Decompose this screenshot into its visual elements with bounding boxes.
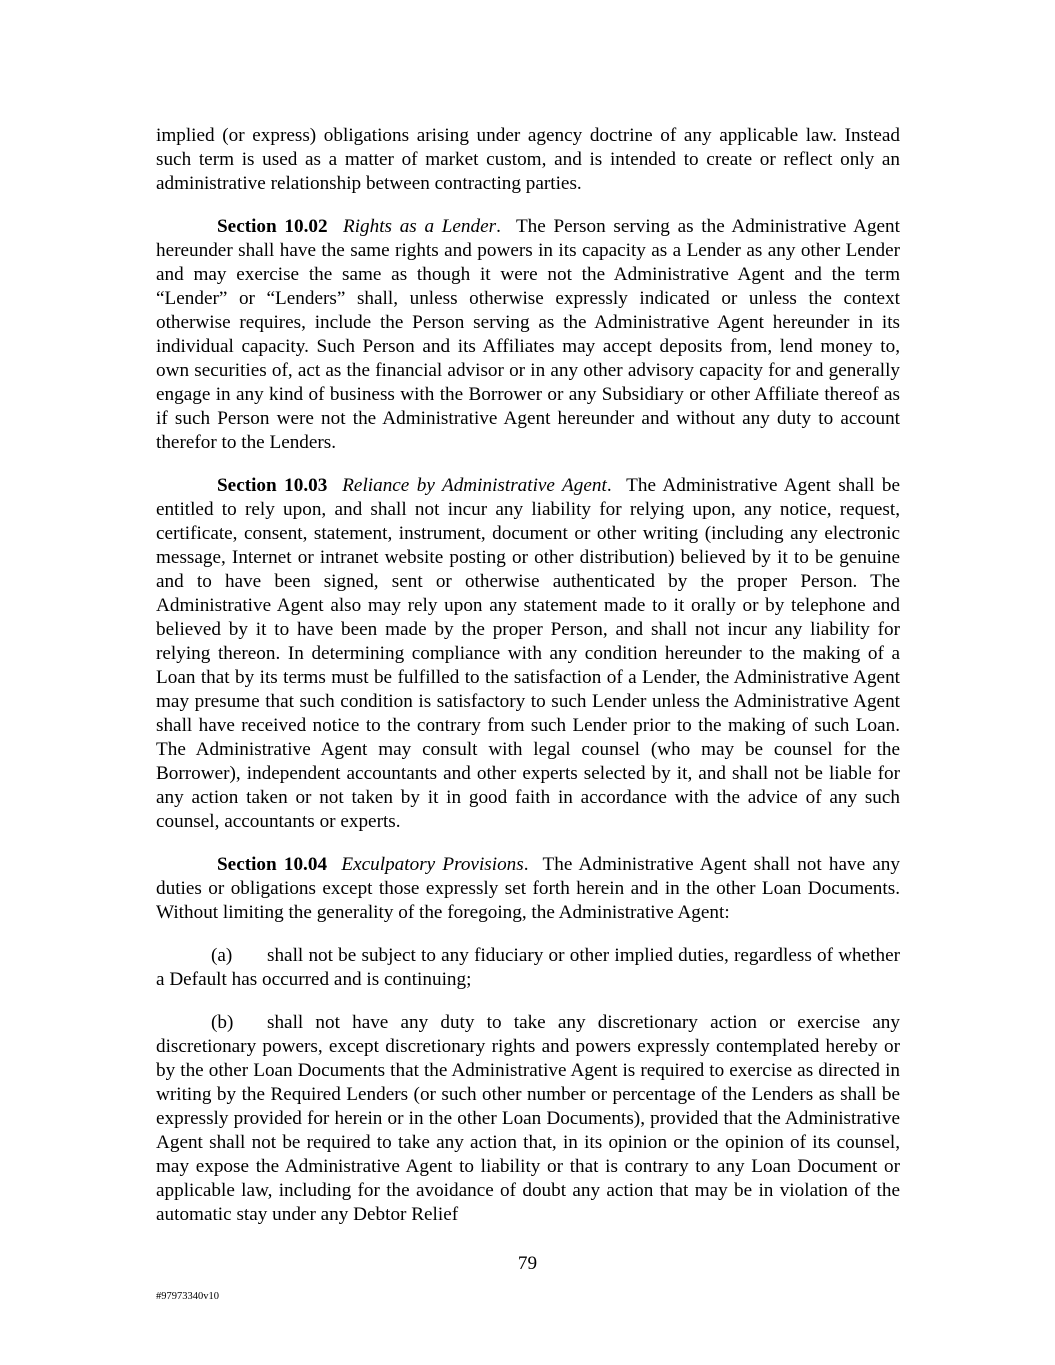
section-10-04-paragraph: Section 10.04 Exculpatory Provisions. The Administrative Agent shall not have any duties or obligations except those expressly set forth herein and in the other Loan Documents. Without limiting the generality of the foregoing, the Administrative Agent: xyxy=(156,854,900,923)
page-number: 79 xyxy=(517,1253,538,1274)
section-title: Reliance by Administrative Agent xyxy=(342,475,607,496)
section-body: The Person serving as the Administrative Agent hereunder shall have the same rights and powers in its capacity as a Lender as any other Lender and may exercise the same as though it were not the Administrative Agent and the term “Lender” or “Lenders” shall, unless otherwise expressly indicated or unless the context otherwise requires, include the Person serving as the Administrative Agent hereunder in its individual capacity. Such Person and its Affiliates may accept deposits from, lend money to, own securities of, act as the financial advisor or in any other advisory capacity for and generally engage in any kind of business with the Borrower or any Subsidiary or other Affiliate thereof as if such Person were not the Administrative Agent hereunder and without any duty to account therefor to the Lenders. xyxy=(156,216,900,453)
section-number: Section 10.03 xyxy=(217,475,328,496)
section-10-03-paragraph: Section 10.03 Reliance by Administrative Agent. The Administrative Agent shall be entitled to rely upon, and shall not incur any liability for relying upon, any notice, request, certificate, consent, statement, instrument, document or other writing (including any electronic message, Internet or intranet website posting or other distribution) believed by it to be genuine and to have been signed, sent or otherwise authenticated by the proper Person. The Administrative Agent also may rely upon any statement made to it orally or by telephone and believed by it to have been made by the proper Person, and shall not incur any liability for relying thereon. In determining compliance with any condition hereunder to the making of a Loan that by its terms must be fulfilled to the satisfaction of a Lender, the Administrative Agent may presume that such condition is satisfactory to such Lender unless the Administrative Agent shall have received notice to the contrary from such Lender prior to the making of such Loan. The Administrative Agent may consult with legal counsel (who may be counsel for the Borrower), independent accountants and other experts selected by it, and shall not be liable for any action taken or not taken by it in good faith in accordance with the advice of any such counsel, accountants or experts. xyxy=(156,475,900,832)
list-item-text: shall not be subject to any fiduciary or other implied duties, regardless of whether a Default has occurred and is continuing; xyxy=(156,945,900,990)
section-number: Section 10.02 xyxy=(217,216,328,237)
document-id: #97973340v10 xyxy=(156,1291,219,1302)
section-body: The Administrative Agent shall be entitled to rely upon, and shall not incur any liability for relying upon, any notice, request, certificate, consent, statement, instrument, document or other writing (including any electronic message, Internet or intranet website posting or other distribution) believed by it to be genuine and to have been signed, sent or otherwise authenticated by the proper Person. The Administrative Agent also may rely upon any statement made to it orally or by telephone and believed by it to have been made by the proper Person, and shall not incur any liability for relying thereon. In determining compliance with any condition hereunder to the making of a Loan that by its terms must be fulfilled to the satisfaction of a Lender, the Administrative Agent may presume that such condition is satisfactory to such Lender unless the Administrative Agent shall have received notice to the contrary from such Lender prior to the making of such Loan. The Administrative Agent may consult with legal counsel (who may be counsel for the Borrower), independent accountants and other experts selected by it, and shall not be liable for any action taken or not taken by it in good faith in accordance with the advice of any such counsel, accountants or experts. xyxy=(156,475,900,832)
continuation-paragraph: implied (or express) obligations arising under agency doctrine of any applicable law. Instead such term is used as a matter of market custom, and is intended to create or reflect only an administrative relationship between contracting parties. xyxy=(156,125,900,194)
list-item-label: (a) xyxy=(211,945,233,966)
list-item-text: shall not have any duty to take any discretionary action or exercise any discretionary powers, except discretionary rights and powers expressly contemplated hereby or by the other Loan Documents that the Administrative Agent is required to exercise as directed in writing by the Required Lenders (or such other number or percentage of the Lenders as shall be expressly provided for herein or in the other Loan Documents), provided that the Administrative Agent shall not be required to take any action that, in its opinion or the opinion of its counsel, may expose the Administrative Agent to liability or that is contrary to any Loan Document or applicable law, including for the avoidance of doubt any action that may be in violation of the automatic stay under any Debtor Relief xyxy=(156,1012,900,1225)
list-item-label: (b) xyxy=(211,1012,234,1033)
section-title: Exculpatory Provisions xyxy=(341,854,524,875)
list-item-a xyxy=(156,944,900,992)
section-number: Section 10.04 xyxy=(217,854,328,875)
list-item-b xyxy=(156,1011,900,1227)
section-title: Rights as a Lender xyxy=(342,216,497,237)
document-page xyxy=(156,124,900,1246)
section-body: The Administrative Agent shall not have any duties or obligations except those expressly set forth herein and in the other Loan Documents. Without limiting the generality of the foregoing, the Administrative Agent: xyxy=(156,854,900,923)
section-10-02-paragraph: Section 10.02 Rights as a Lender. The Person serving as the Administrative Agent hereunder shall have the same rights and powers in its capacity as a Lender as any other Lender and may exercise the same as though it were not the Administrative Agent and the term “Lender” or “Lenders” shall, unless otherwise expressly indicated or unless the context otherwise requires, include the Person serving as the Administrative Agent hereunder in its individual capacity. Such Person and its Affiliates may accept deposits from, lend money to, own securities of, act as the financial advisor or in any other advisory capacity for and generally engage in any kind of business with the Borrower or any Subsidiary or other Affiliate thereof as if such Person were not the Administrative Agent hereunder and without any duty to account therefor to the Lenders. xyxy=(156,216,900,453)
